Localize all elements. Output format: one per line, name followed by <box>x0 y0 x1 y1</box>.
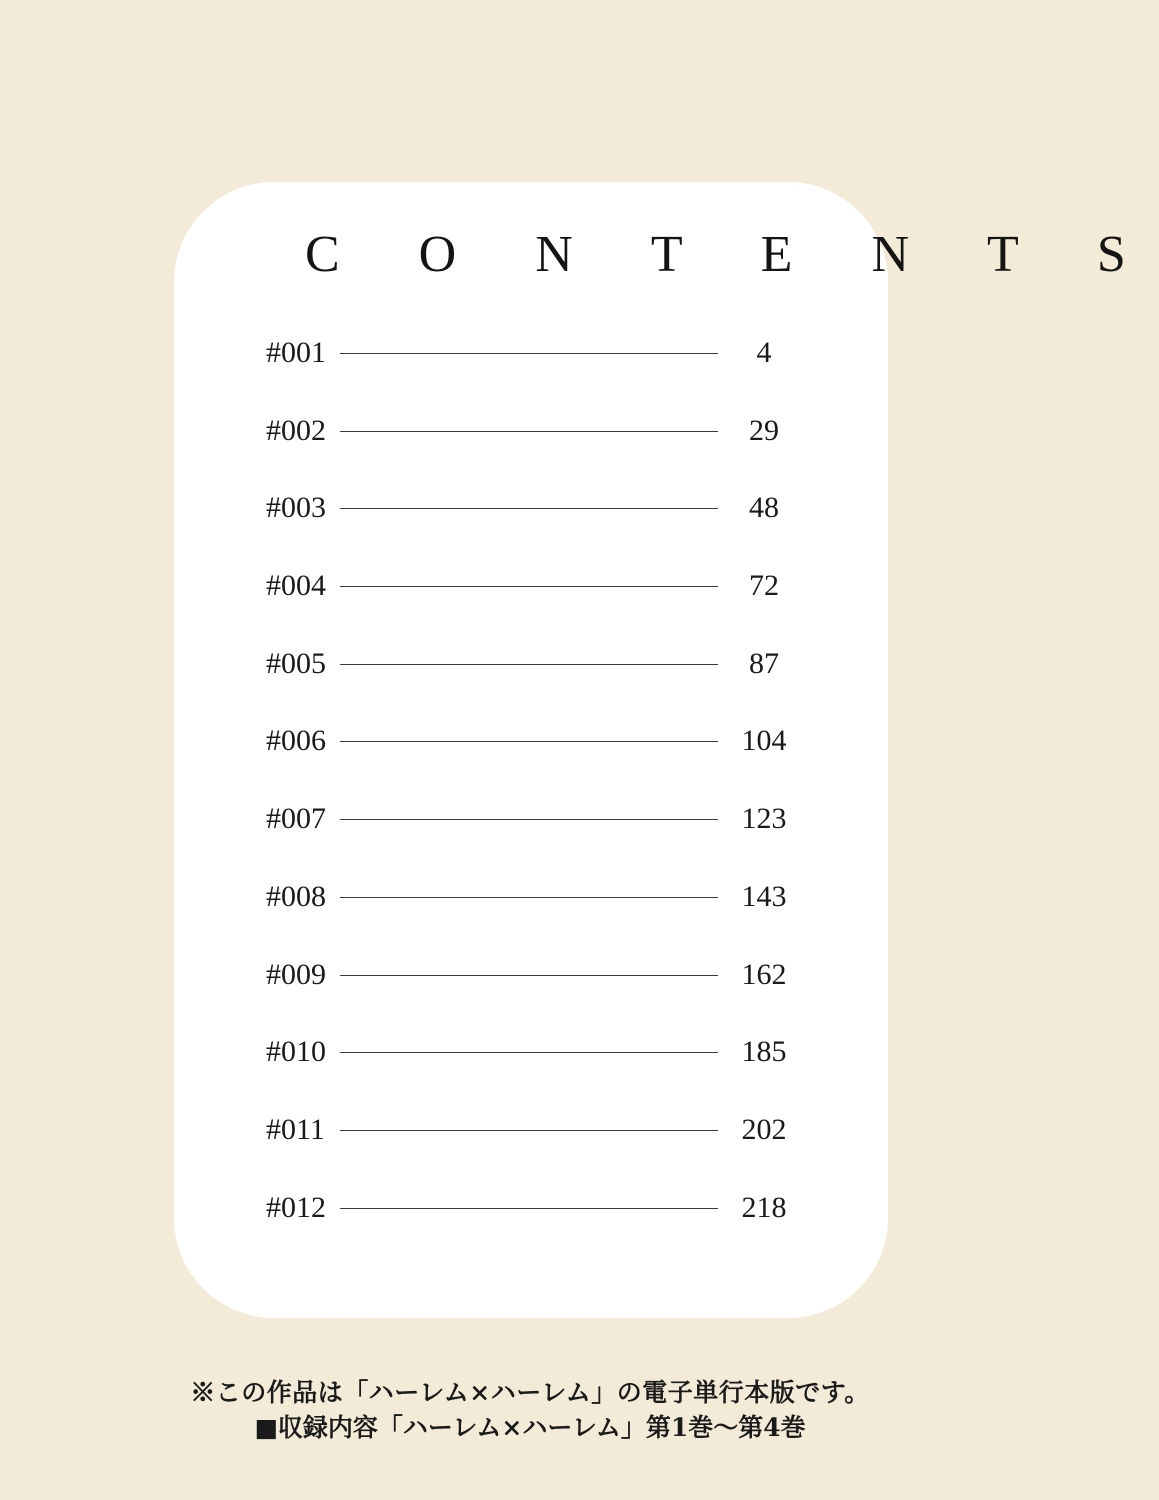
toc-chapter-label: #007 <box>266 802 326 836</box>
toc-leader-line <box>340 1208 718 1209</box>
toc-row[interactable] <box>266 874 796 952</box>
toc-page-number: 143 <box>741 879 787 913</box>
toc-page-number: 202 <box>741 1112 787 1146</box>
toc-chapter-label: #010 <box>266 1035 326 1069</box>
toc-page-number: 218 <box>741 1190 787 1224</box>
toc-row[interactable] <box>266 330 796 408</box>
toc-chapter-label: #009 <box>266 957 326 991</box>
toc-leader-line <box>340 664 718 665</box>
toc-page-number: 72 <box>749 569 779 603</box>
toc-page-number: 4 <box>756 336 772 369</box>
toc-list <box>266 330 796 1262</box>
toc-page-number: 104 <box>741 724 787 758</box>
toc-chapter-label: #008 <box>266 879 326 913</box>
toc-row[interactable] <box>266 563 796 641</box>
toc-chapter-label: #003 <box>266 491 326 525</box>
toc-leader-line <box>340 741 718 742</box>
toc-leader-line <box>340 897 718 898</box>
toc-chapter-label: #001 <box>266 336 326 369</box>
toc-leader-line <box>340 431 718 432</box>
toc-leader-line <box>340 586 718 587</box>
toc-row[interactable] <box>266 485 796 563</box>
included-volumes-note: ■収録内容「ハーレム×ハーレム」第1巻～第4巻 <box>254 1413 806 1442</box>
toc-chapter-label: #004 <box>266 569 326 603</box>
toc-row[interactable] <box>266 952 796 1030</box>
contents-title: C O N T E N T S <box>305 226 1159 283</box>
toc-page-number: 87 <box>749 646 779 680</box>
toc-page-number: 185 <box>741 1035 787 1069</box>
toc-row[interactable] <box>266 718 796 796</box>
toc-row[interactable] <box>266 641 796 719</box>
toc-page-number: 48 <box>749 491 779 525</box>
toc-row[interactable] <box>266 408 796 486</box>
toc-page-number: 29 <box>749 413 779 447</box>
toc-row[interactable] <box>266 796 796 874</box>
toc-page-number: 162 <box>741 957 787 991</box>
toc-chapter-label: #006 <box>266 724 326 758</box>
toc-chapter-label: #012 <box>266 1190 326 1224</box>
toc-row[interactable] <box>266 1185 796 1263</box>
toc-leader-line <box>340 1130 718 1131</box>
toc-chapter-label: #002 <box>266 413 326 447</box>
toc-leader-line <box>340 1052 718 1053</box>
toc-leader-line <box>340 819 718 820</box>
edition-note: ※この作品は「ハーレム×ハーレム」の電子単行本版です。 <box>190 1378 870 1407</box>
toc-chapter-label: #011 <box>266 1112 325 1146</box>
toc-leader-line <box>340 508 718 509</box>
toc-row[interactable] <box>266 1107 796 1185</box>
toc-leader-line <box>340 353 718 354</box>
toc-row[interactable] <box>266 1029 796 1107</box>
toc-leader-line <box>340 975 718 976</box>
toc-page-number: 123 <box>741 802 787 836</box>
toc-chapter-label: #005 <box>266 646 326 680</box>
